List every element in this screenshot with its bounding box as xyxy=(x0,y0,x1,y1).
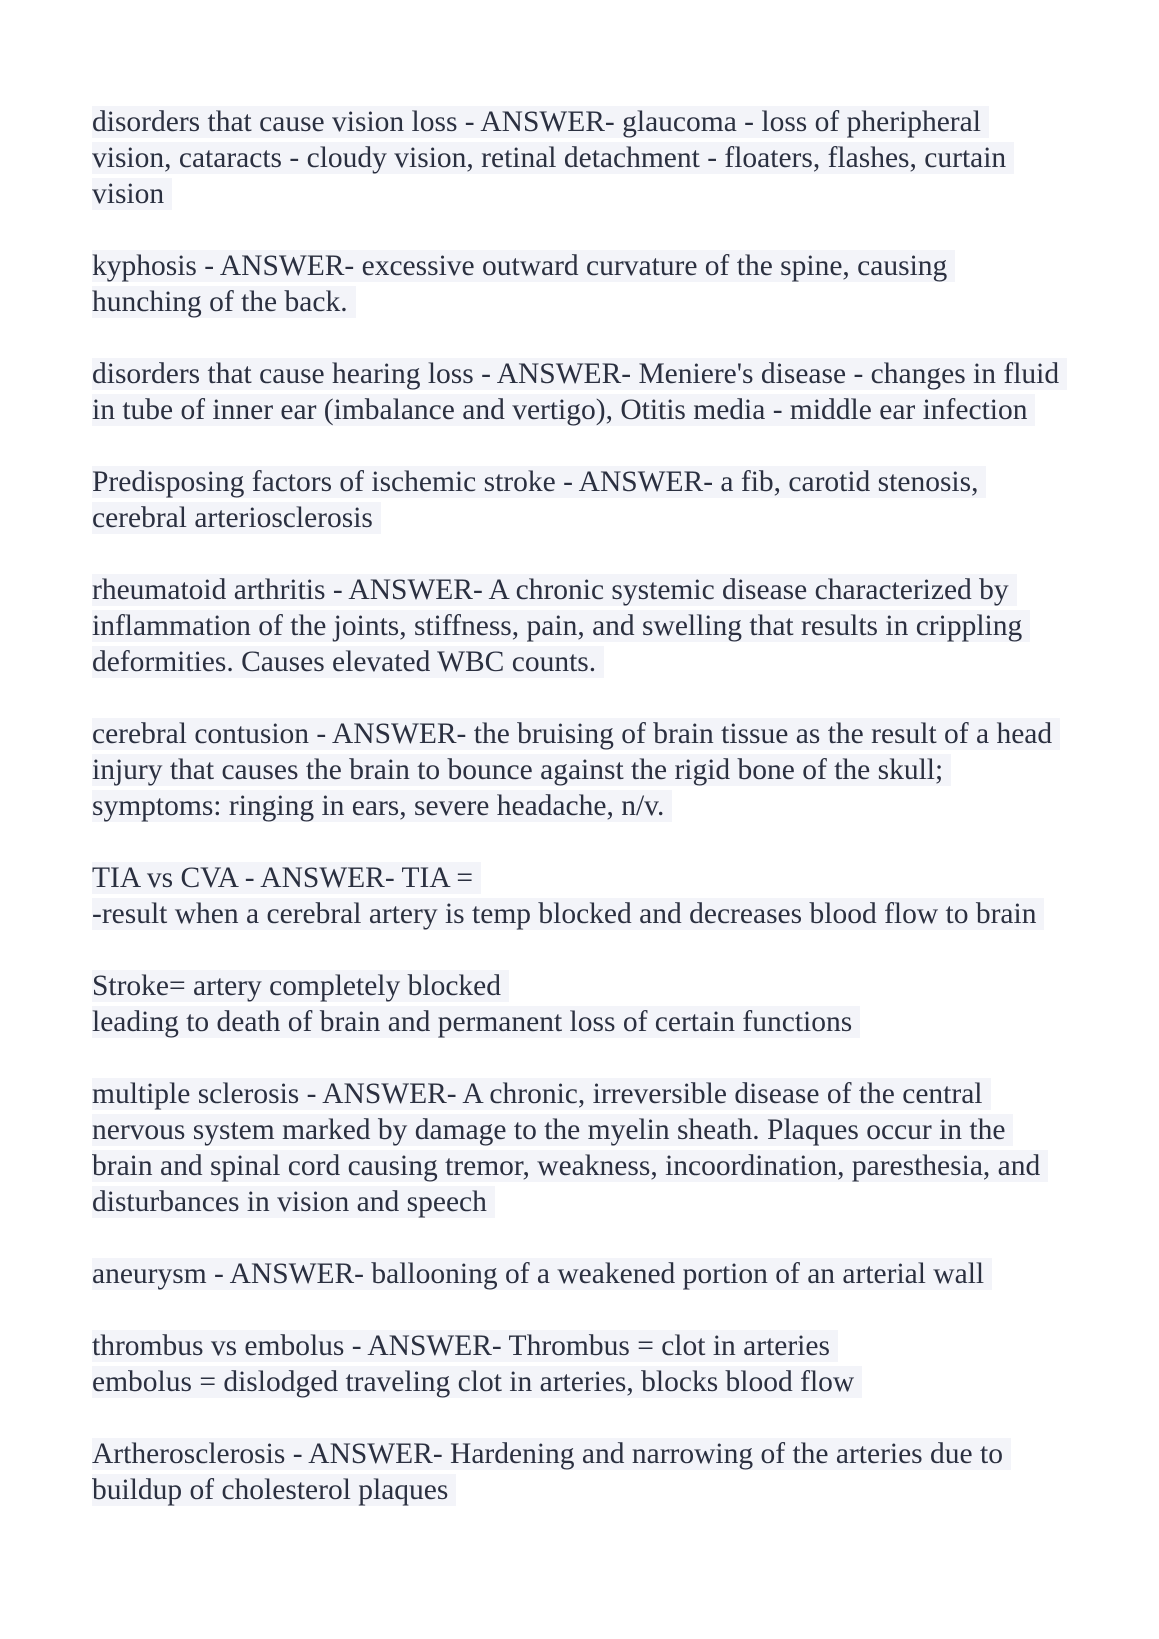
entry-line-text: multiple sclerosis - ANSWER- A chronic, irreversible disease of the central xyxy=(92,1078,991,1110)
entry-line xyxy=(92,572,1132,608)
entry-line xyxy=(92,716,1132,752)
entry-line-text: TIA vs CVA - ANSWER- TIA = xyxy=(92,862,481,894)
flashcard-entry xyxy=(92,1256,1132,1292)
entry-line-text: deformities. Causes elevated WBC counts. xyxy=(92,646,604,678)
entry-line xyxy=(92,1148,1132,1184)
flashcard-entry xyxy=(92,1436,1132,1508)
entry-line xyxy=(92,1184,1132,1220)
entry-line-text: aneurysm - ANSWER- ballooning of a weakened portion of an arterial wall xyxy=(92,1258,992,1290)
entry-line-text: in tube of inner ear (imbalance and vertigo), Otitis media - middle ear infection xyxy=(92,394,1035,426)
entry-line xyxy=(92,1112,1132,1148)
entry-line xyxy=(92,896,1132,932)
entry-line-text: disorders that cause vision loss - ANSWER- glaucoma - loss of pheripheral xyxy=(92,106,989,138)
document-content xyxy=(92,104,1132,1544)
entry-line-text: vision, cataracts - cloudy vision, retinal detachment - floaters, flashes, curtain xyxy=(92,142,1014,174)
entry-line-text: inflammation of the joints, stiffness, pain, and swelling that results in crippling xyxy=(92,610,1030,642)
entry-line xyxy=(92,500,1132,536)
entry-line xyxy=(92,788,1132,824)
entry-line-text: embolus = dislodged traveling clot in arteries, blocks blood flow xyxy=(92,1366,862,1398)
entry-line-text: Predisposing factors of ischemic stroke - ANSWER- a fib, carotid stenosis, xyxy=(92,466,986,498)
entry-line-text: disorders that cause hearing loss - ANSWER- Meniere's disease - changes in fluid xyxy=(92,358,1067,390)
entry-line xyxy=(92,968,1132,1004)
entry-line-text: disturbances in vision and speech xyxy=(92,1186,495,1218)
entry-line xyxy=(92,1328,1132,1364)
entry-line xyxy=(92,752,1132,788)
entry-line-text: vision xyxy=(92,178,172,210)
entry-line xyxy=(92,176,1132,212)
entry-line xyxy=(92,392,1132,428)
entry-line-text: injury that causes the brain to bounce against the rigid bone of the skull; xyxy=(92,754,951,786)
entry-line-text: Artherosclerosis - ANSWER- Hardening and narrowing of the arteries due to xyxy=(92,1438,1011,1470)
entry-line xyxy=(92,356,1132,392)
entry-line-text: nervous system marked by damage to the myelin sheath. Plaques occur in the xyxy=(92,1114,1013,1146)
entry-line-text: buildup of cholesterol plaques xyxy=(92,1474,456,1506)
entry-line xyxy=(92,608,1132,644)
flashcard-entry xyxy=(92,968,1132,1040)
flashcard-entry xyxy=(92,1328,1132,1400)
entry-line xyxy=(92,464,1132,500)
entry-line-text: -result when a cerebral artery is temp blocked and decreases blood flow to brain xyxy=(92,898,1044,930)
flashcard-entry xyxy=(92,572,1132,680)
entry-line xyxy=(92,104,1132,140)
entry-line-text: symptoms: ringing in ears, severe headache, n/v. xyxy=(92,790,672,822)
flashcard-entry xyxy=(92,248,1132,320)
entry-line-text: brain and spinal cord causing tremor, weakness, incoordination, paresthesia, and xyxy=(92,1150,1048,1182)
flashcard-entry xyxy=(92,860,1132,932)
entry-line-text: hunching of the back. xyxy=(92,286,356,318)
entry-line xyxy=(92,644,1132,680)
entry-line xyxy=(92,1076,1132,1112)
flashcard-entry xyxy=(92,104,1132,212)
entry-line-text: cerebral arteriosclerosis xyxy=(92,502,381,534)
entry-line-text: thrombus vs embolus - ANSWER- Thrombus = clot in arteries xyxy=(92,1330,838,1362)
entry-line-text: kyphosis - ANSWER- excessive outward curvature of the spine, causing xyxy=(92,250,955,282)
flashcard-entry xyxy=(92,356,1132,428)
entry-line xyxy=(92,1004,1132,1040)
entry-line-text: rheumatoid arthritis - ANSWER- A chronic systemic disease characterized by xyxy=(92,574,1017,606)
entry-line xyxy=(92,248,1132,284)
entry-line xyxy=(92,140,1132,176)
entry-line xyxy=(92,1436,1132,1472)
entry-line xyxy=(92,1472,1132,1508)
entry-line xyxy=(92,1364,1132,1400)
entry-line-text: leading to death of brain and permanent loss of certain functions xyxy=(92,1006,860,1038)
flashcard-entry xyxy=(92,464,1132,536)
entry-line xyxy=(92,284,1132,320)
entry-line-text: Stroke= artery completely blocked xyxy=(92,970,509,1002)
entry-line xyxy=(92,1256,1132,1292)
entry-line-text: cerebral contusion - ANSWER- the bruising of brain tissue as the result of a head xyxy=(92,718,1060,750)
flashcard-entry xyxy=(92,716,1132,824)
entry-line xyxy=(92,860,1132,896)
flashcard-entry xyxy=(92,1076,1132,1220)
